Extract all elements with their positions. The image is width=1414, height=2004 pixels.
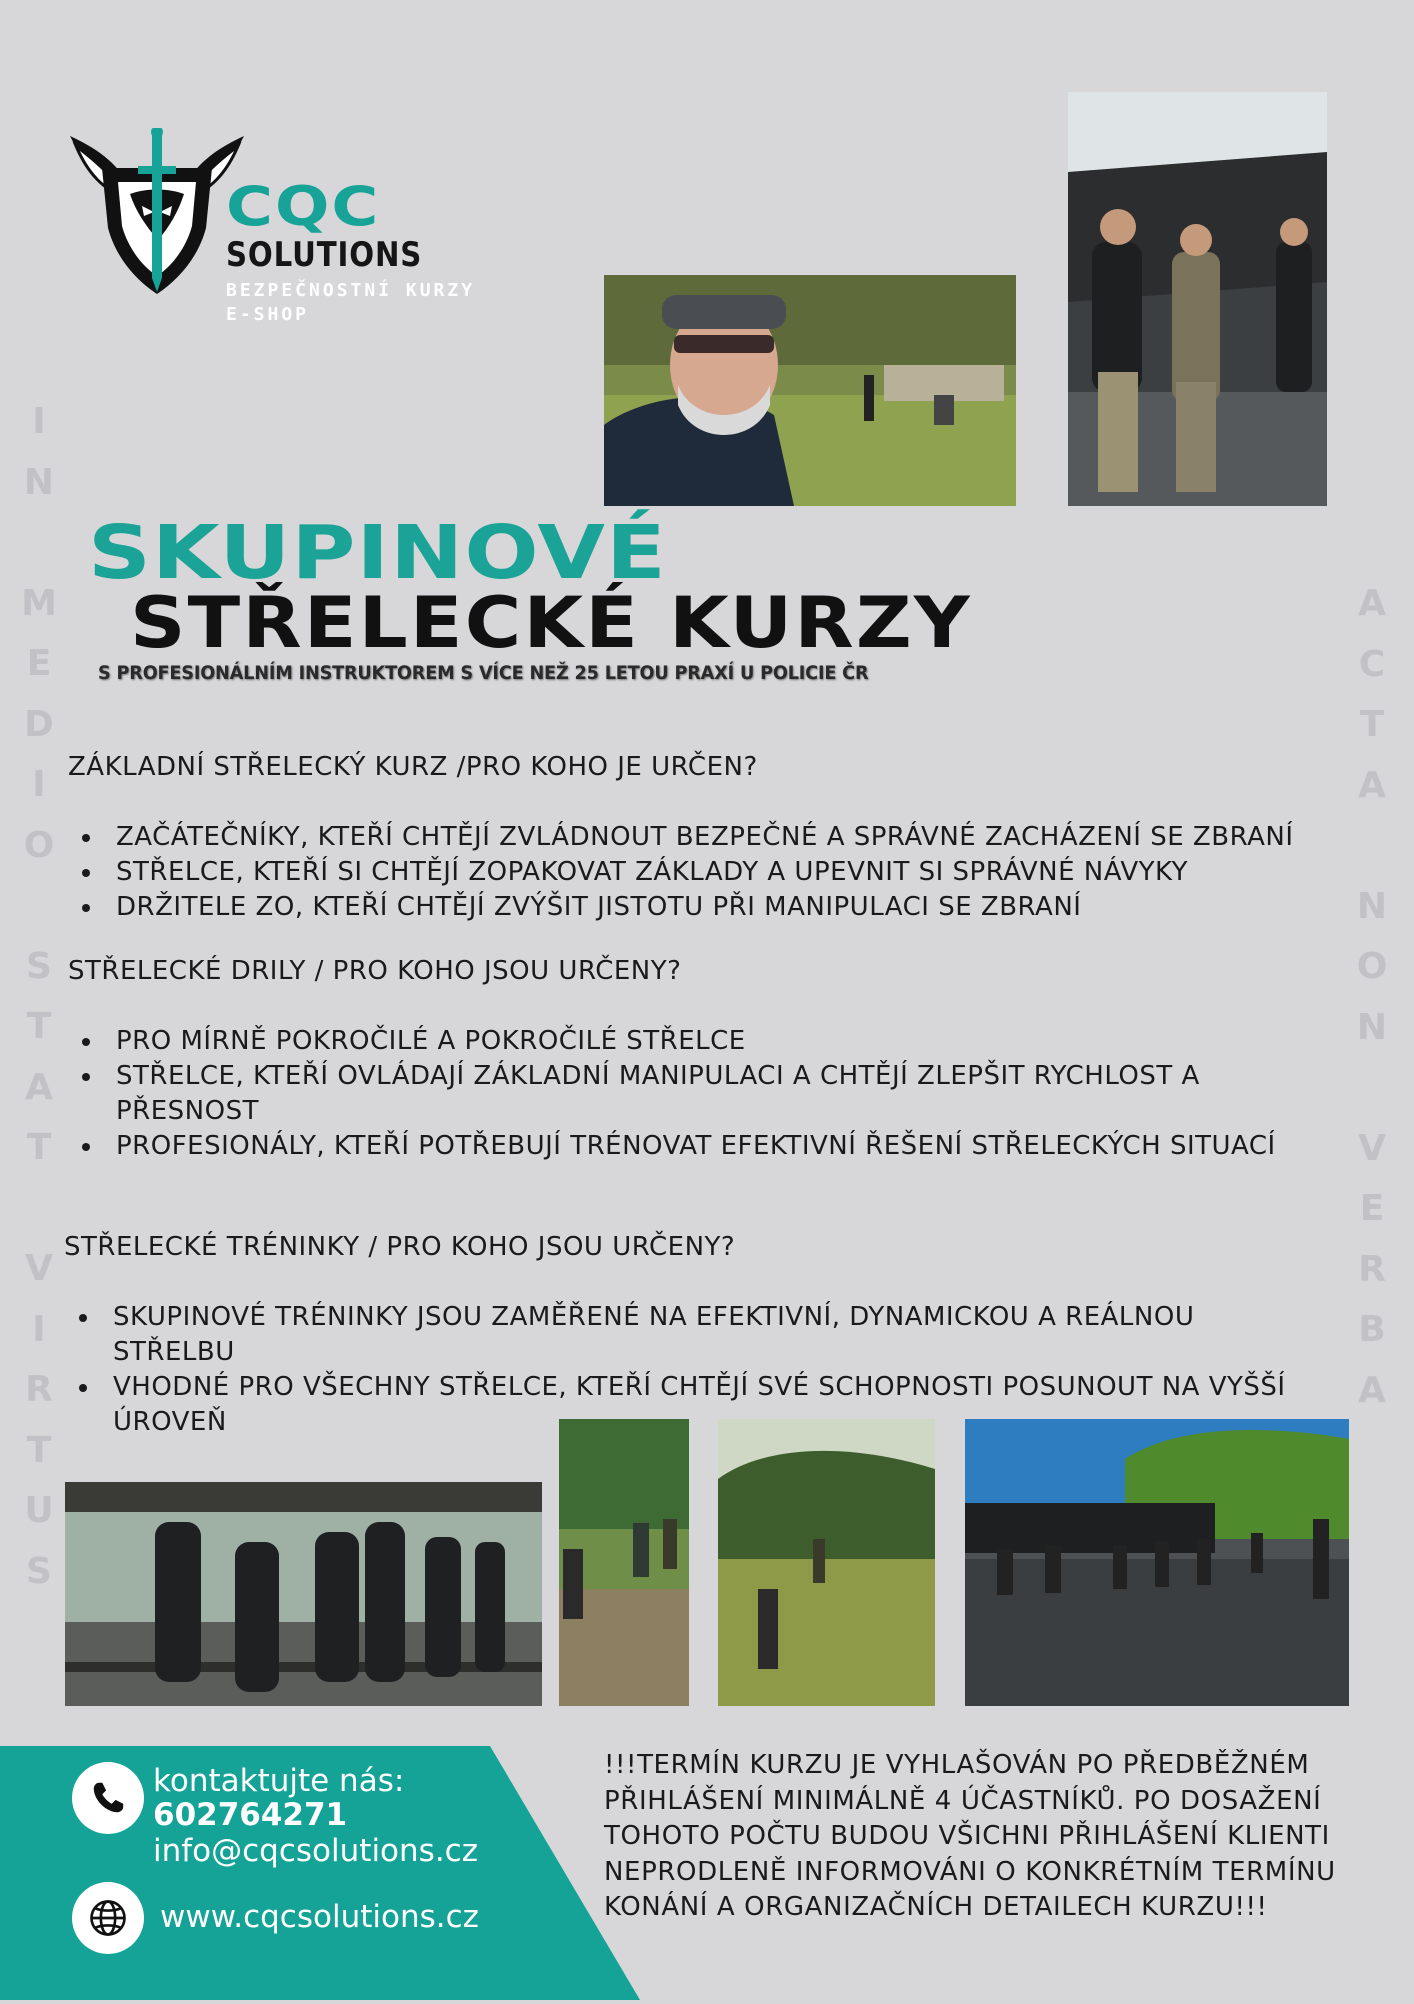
side-letter: U <box>24 1490 54 1531</box>
side-letter <box>1352 1058 1392 1119</box>
list-item: STŘELCE, KTEŘÍ OVLÁDAJÍ ZÁKLADNÍ MANIPULACI A CHTĚJÍ ZLEPŠIT RYCHLOST A PŘESNOST <box>68 1059 1278 1129</box>
logo-tagline-2: E-SHOP <box>226 304 310 325</box>
logo-emblem <box>66 128 248 298</box>
section-title-trainings: STŘELECKÉ TRÉNINKY / PRO KOHO JSOU URČENY? <box>64 1232 736 1262</box>
headline-subtitle: S PROFESIONÁLNÍM INSTRUKTOREM S VÍCE NEŽ 25 LETOU PRAXÍ U POLICIE ČR <box>98 662 869 684</box>
side-letter: V <box>25 1248 53 1289</box>
contact-phone[interactable]: 602764271 <box>153 1797 348 1833</box>
list-item: STŘELCE, KTEŘÍ SI CHTĚJÍ ZOPAKOVAT ZÁKLADY A UPEVNIT SI SPRÁVNÉ NÁVYKY <box>68 855 1388 890</box>
side-letter: T <box>26 1006 52 1047</box>
side-letter: V <box>1358 1127 1386 1169</box>
photo-instructor-selfie <box>604 275 1016 506</box>
side-letter: T <box>26 1127 52 1168</box>
side-letter: N <box>1356 885 1388 927</box>
list-item: ZAČÁTEČNÍKY, KTEŘÍ CHTĚJÍ ZVLÁDNOUT BEZPEČNÉ A SPRÁVNÉ ZACHÁZENÍ SE ZBRANÍ <box>68 820 1388 855</box>
side-motto-right <box>1352 574 1392 1421</box>
side-letter: O <box>1356 946 1388 987</box>
side-letter <box>19 513 59 574</box>
photo-grass-range <box>718 1419 935 1706</box>
side-letter: D <box>24 703 54 745</box>
side-letter: A <box>1358 1369 1386 1411</box>
side-letter: C <box>1358 643 1386 685</box>
side-letter: M <box>21 582 57 624</box>
headline-line-1: SKUPINOVÉ <box>88 510 667 596</box>
photo-team-range <box>1068 92 1327 506</box>
headline-line-2: STŘELECKÉ KURZY <box>130 582 972 664</box>
side-letter: R <box>25 1369 53 1410</box>
side-letter: A <box>25 1066 53 1108</box>
side-letter: E <box>26 643 52 684</box>
section-title-basic-course: ZÁKLADNÍ STŘELECKÝ KURZ /PRO KOHO JE URČEN? <box>68 752 758 782</box>
side-letter: T <box>1359 704 1385 745</box>
side-letter: N <box>1356 1006 1388 1048</box>
phone-icon <box>72 1762 144 1834</box>
list-item: DRŽITELE ZO, KTEŘÍ CHTĚJÍ ZVÝŠIT JISTOTU PŘI MANIPULACI SE ZBRANÍ <box>68 890 1388 925</box>
side-letter: I <box>32 1308 46 1350</box>
side-letter: I <box>32 764 46 805</box>
list-item: PRO MÍRNĚ POKROČILÉ A POKROČILÉ STŘELCE <box>68 1024 1278 1059</box>
list-item: PROFESIONÁLY, KTEŘÍ POTŘEBUJÍ TRÉNOVAT EFEKTIVNÍ ŘEŠENÍ STŘELECKÝCH SITUACÍ <box>68 1129 1278 1164</box>
side-letter: N <box>23 461 55 503</box>
globe-icon <box>72 1882 144 1954</box>
section-list-drills <box>68 1024 1278 1164</box>
list-item: VHODNÉ PRO VŠECHNY STŘELCE, KTEŘÍ CHTĚJÍ SVÉ SCHOPNOSTI POSUNOUT NA VYŠŠÍ ÚROVEŇ <box>65 1370 1305 1440</box>
side-letter <box>19 876 59 937</box>
logo-brand-bottom: SOLUTIONS <box>226 235 423 275</box>
side-letter: S <box>26 1550 52 1592</box>
section-list-basic-course <box>68 820 1388 925</box>
photo-tactical-range <box>965 1419 1349 1706</box>
list-item: SKUPINOVÉ TRÉNINKY JSOU ZAMĚŘENÉ NA EFEKTIVNÍ, DYNAMICKOU A REÁLNOU STŘELBU <box>65 1300 1305 1370</box>
side-letter: E <box>1359 1188 1385 1229</box>
side-letter: A <box>1358 583 1386 624</box>
side-letter: I <box>32 401 46 442</box>
logo-brand-top: CQC <box>226 175 381 239</box>
contact-email[interactable]: info@cqcsolutions.cz <box>153 1833 478 1869</box>
photo-outdoor-drill <box>559 1419 689 1706</box>
side-letter: S <box>26 945 52 987</box>
photo-indoor-range <box>65 1482 542 1706</box>
side-letter: A <box>1358 764 1386 806</box>
side-letter: B <box>1358 1309 1386 1350</box>
side-letter: R <box>1358 1248 1386 1290</box>
side-motto-left <box>19 392 59 1602</box>
notice-text: !!!TERMÍN KURZU JE VYHLAŠOVÁN PO PŘEDBĚŽNÉM PŘIHLÁŠENÍ MINIMÁLNĚ 4 ÚČASTNÍKŮ. PO DOSAŽENÍ TOHOTO POČTU BUDOU VŠICHNI PŘIHLÁŠENÍ KLIENTI NEPRODLENĚ INFORMOVÁNI O KONKRÉTNÍM TERMÍNU KONÁNÍ A ORGANIZAČNÍCH DETAILECH KURZU!!! <box>604 1750 1336 1922</box>
side-letter: T <box>26 1429 52 1471</box>
contact-label: kontaktujte nás: <box>153 1763 405 1799</box>
side-letter: O <box>23 824 55 866</box>
contact-website[interactable]: www.cqcsolutions.cz <box>160 1899 479 1935</box>
side-letter <box>19 1179 59 1240</box>
section-title-drills: STŘELECKÉ DRILY / PRO KOHO JSOU URČENY? <box>68 956 682 986</box>
logo-tagline-1: BEZPEČNOSTNÍ KURZY <box>226 280 476 301</box>
